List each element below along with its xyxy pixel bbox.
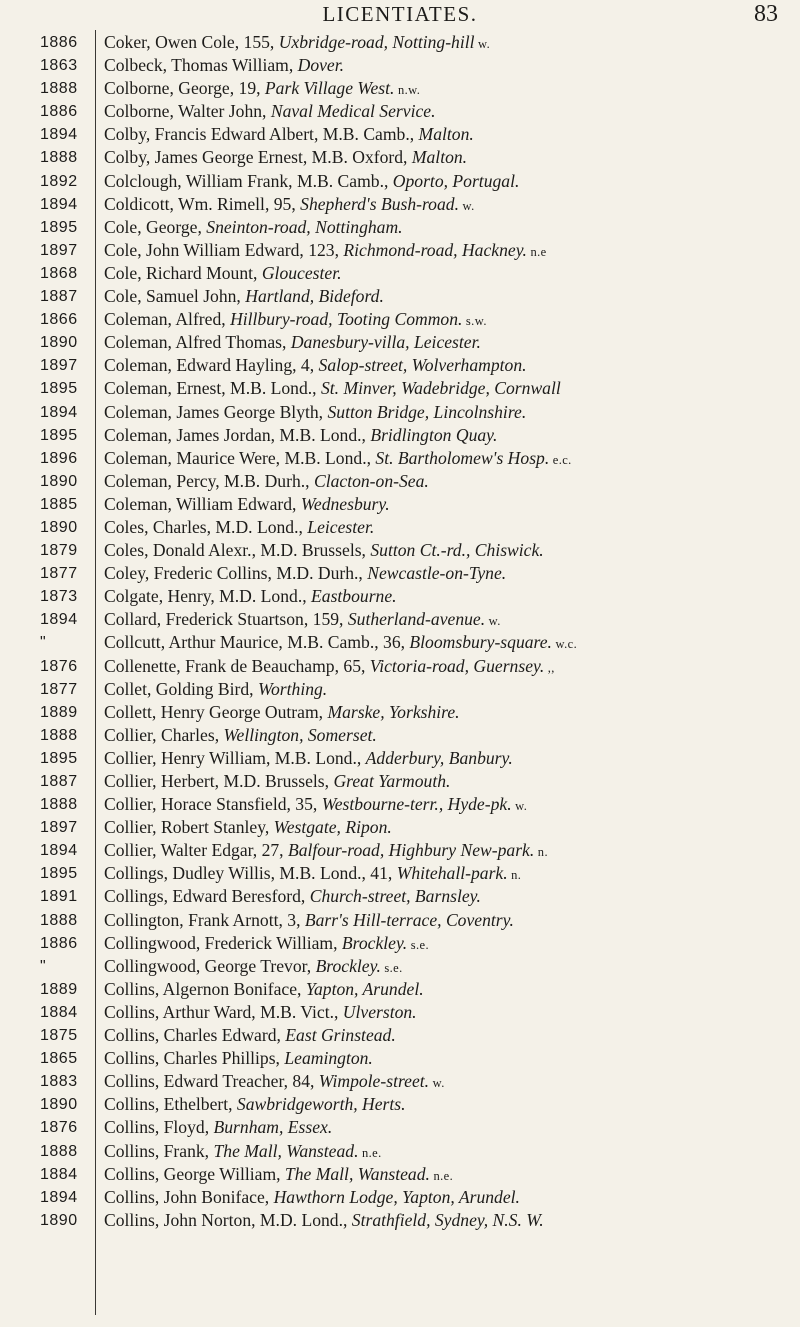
entry-place: Sneinton-road, Nottingham.: [206, 216, 403, 237]
entry-year: 1895: [40, 380, 78, 398]
entry-name: Coleman, Ernest, M.B. Lond.,: [104, 378, 321, 399]
entry-text: [104, 216, 794, 241]
entry-text: [104, 1001, 794, 1026]
list-item: [0, 655, 800, 678]
entry-year: 1890: [40, 334, 78, 352]
entry-text: [104, 539, 794, 564]
list-item: [0, 678, 800, 701]
entry-year: 1884: [40, 1165, 78, 1183]
entry-name: Collings, Edward Beresford,: [104, 886, 310, 907]
entry-year: 1895: [40, 218, 78, 236]
list-item: [0, 77, 800, 100]
entry-place: Bridlington Quay.: [370, 424, 498, 445]
entry-year: ": [40, 957, 47, 975]
entry-year: 1876: [40, 1119, 78, 1137]
list-item: [0, 493, 800, 516]
entry-name: Collins, Edward Treacher, 84,: [104, 1071, 319, 1092]
entry-place: Adderbury, Banbury.: [365, 747, 513, 768]
entry-district: w.: [458, 198, 475, 213]
entry-district: n.w.: [394, 83, 421, 98]
entry-place: Danesbury-villa, Leicester.: [290, 332, 481, 353]
list-item: [0, 770, 800, 793]
list-item: [0, 1209, 800, 1232]
entry-year: 1886: [40, 103, 78, 121]
list-item: [0, 909, 800, 932]
entry-year: 1877: [40, 565, 78, 583]
entry-name: Coleman, William Edward,: [104, 493, 301, 514]
entry-name: Coker, Owen Cole, 155,: [104, 32, 279, 52]
entry-text: [104, 100, 794, 125]
entry-name: Coley, Frederic Collins, M.D. Durh.,: [104, 563, 368, 584]
entry-place: Eastbourne.: [311, 586, 397, 607]
entry-text: [104, 493, 794, 518]
entry-text: [104, 193, 794, 218]
entry-text: [104, 978, 794, 1003]
entry-text: [104, 747, 794, 772]
entry-year: 1879: [40, 542, 78, 560]
list-item: [0, 608, 800, 631]
entry-year: 1888: [40, 149, 78, 167]
entry-district: w.: [511, 799, 528, 814]
entry-text: [104, 170, 794, 195]
entry-name: Collier, Charles,: [104, 724, 224, 745]
entry-text: [104, 839, 794, 864]
entry-year: 1876: [40, 657, 78, 675]
list-item: [0, 331, 800, 354]
entry-text: [104, 585, 794, 610]
entry-text: [104, 239, 794, 264]
entry-text: [104, 470, 794, 495]
entry-district: s.w.: [462, 314, 487, 329]
entry-text: [104, 655, 794, 680]
entry-name: Colborne, Walter John,: [104, 101, 271, 122]
entry-year: 1888: [40, 911, 78, 929]
list-item: [0, 1116, 800, 1139]
entry-text: [104, 424, 794, 449]
entry-text: [104, 816, 794, 841]
entry-text: [104, 932, 794, 957]
entry-year: 1894: [40, 195, 78, 213]
entry-year: 1890: [40, 472, 78, 490]
entry-year: 1887: [40, 773, 78, 790]
entry-district: w.: [429, 1076, 445, 1091]
entry-year: 1894: [40, 126, 78, 144]
entry-text: [104, 631, 794, 656]
entry-name: Collier, Walter Edgar, 27,: [104, 840, 288, 861]
entry-name: Collingwood, George Trevor,: [104, 955, 316, 976]
entry-place: Marske, Yorkshire.: [327, 701, 460, 722]
list-item: [0, 308, 800, 331]
entry-year: 1897: [40, 357, 78, 375]
entry-district: w.: [485, 614, 501, 629]
entry-text: [104, 608, 794, 633]
entry-year: 1873: [40, 588, 78, 606]
entry-place: Gloucester.: [261, 262, 342, 283]
entry-place: Malton.: [411, 147, 468, 168]
list-item: [0, 123, 800, 146]
entry-place: Burnham, Essex.: [213, 1117, 333, 1138]
entry-name: Coleman, James Jordan, M.B. Lond.,: [104, 424, 371, 445]
entry-name: Collard, Frederick Stuartson, 159,: [104, 609, 348, 630]
entry-district: s.e.: [407, 937, 430, 952]
entry-place: Balfour-road, Highbury New-park.: [287, 840, 535, 861]
entry-year: 1886: [40, 34, 78, 51]
entry-place: Strathfield, Sydney, N.S. W.: [351, 1209, 544, 1230]
entry-year: 1894: [40, 1188, 78, 1206]
entry-place: Westgate, Ripon.: [273, 817, 392, 838]
entry-name: Coleman, Alfred Thomas,: [104, 332, 291, 353]
entry-place: Victoria-road, Guernsey.: [369, 655, 545, 676]
list-item: [0, 100, 800, 123]
entry-year: 1888: [40, 726, 78, 744]
entry-name: Coleman, Maurice Were, M.B. Lond.,: [104, 447, 376, 468]
entry-text: [104, 77, 794, 102]
entry-name: Colby, James George Ernest, M.B. Oxford,: [104, 147, 412, 168]
list-item: [0, 262, 800, 285]
entry-year: 1895: [40, 426, 78, 444]
entry-year: 1890: [40, 518, 78, 536]
entry-name: Collington, Frank Arnott, 3,: [104, 909, 305, 930]
entry-name: Coleman, James George Blyth,: [104, 401, 328, 422]
entry-name: Collet, Golding Bird,: [104, 678, 258, 699]
entry-text: [104, 354, 794, 379]
list-item: [0, 631, 800, 654]
entry-year: 1887: [40, 288, 78, 306]
list-item: [0, 285, 800, 308]
list-item: [0, 747, 800, 770]
entry-place: Dover.: [297, 55, 345, 76]
list-item: [0, 401, 800, 424]
entry-text: [104, 562, 794, 587]
entry-place: Barr's Hill-terrace, Coventry.: [304, 909, 514, 930]
list-item: [0, 239, 800, 262]
list-item: [0, 885, 800, 908]
entry-place: Malton.: [418, 124, 474, 145]
entry-name: Collier, Herbert, M.D. Brussels,: [104, 771, 334, 791]
entry-text: [104, 262, 794, 287]
entry-name: Collingwood, Frederick William,: [104, 932, 342, 953]
entry-place: Hillbury-road, Tooting Common.: [230, 309, 463, 330]
entry-place: Sawbridgeworth, Herts.: [236, 1094, 406, 1115]
entry-name: Colbeck, Thomas William,: [104, 55, 298, 76]
entry-place: Salop-street, Wolverhampton.: [318, 355, 527, 376]
list-item: [0, 816, 800, 839]
entry-district: n.: [507, 868, 522, 883]
entry-year: 1894: [40, 842, 78, 860]
entry-place: Sutton Bridge, Lincolnshire.: [327, 401, 527, 422]
entry-place: Wednesbury.: [300, 493, 390, 514]
entry-name: Coleman, Edward Hayling, 4,: [104, 355, 319, 376]
entry-name: Collins, Frank,: [104, 1140, 214, 1161]
list-item: [0, 724, 800, 747]
list-item: [0, 470, 800, 493]
entry-place: Westbourne-terr., Hyde-pk.: [321, 794, 512, 815]
entry-place: Church-street, Barnsley.: [309, 886, 481, 907]
list-item: [0, 955, 800, 978]
entry-text: [104, 885, 794, 910]
entry-text: [104, 1209, 794, 1234]
entry-name: Coleman, Alfred,: [104, 309, 231, 330]
entry-text: [104, 54, 794, 79]
entry-year: 1875: [40, 1027, 78, 1045]
entry-name: Cole, Samuel John,: [104, 286, 246, 307]
entry-district: e.c.: [549, 452, 572, 467]
entry-place: The Mall, Wanstead.: [213, 1140, 359, 1161]
entry-name: Collcutt, Arthur Maurice, M.B. Camb., 36,: [104, 632, 410, 653]
entry-place: East Grinstead.: [285, 1025, 396, 1046]
entry-year: 1863: [40, 57, 78, 75]
entry-place: Wellington, Somerset.: [223, 724, 377, 745]
entry-name: Colborne, George, 19,: [104, 78, 265, 99]
entry-place: Brockley.: [341, 932, 408, 953]
entry-place: Hawthorn Lodge, Yapton, Arundel.: [273, 1186, 520, 1207]
entry-place: St. Bartholomew's Hosp.: [375, 447, 550, 468]
entry-name: Coleman, Percy, M.B. Durh.,: [104, 470, 314, 491]
entry-year: 1896: [40, 449, 78, 467]
entry-place: Clacton-on-Sea.: [313, 470, 429, 491]
entry-name: Collins, George William,: [104, 1163, 285, 1184]
entry-place: Newcastle-on-Tyne.: [367, 563, 507, 584]
entry-year: 1894: [40, 611, 78, 629]
entry-year: 1888: [40, 1142, 78, 1160]
entry-text: [104, 793, 794, 818]
entry-name: Cole, John William Edward, 123,: [104, 239, 344, 260]
entry-year: 1885: [40, 495, 78, 513]
entry-place: Sutherland-avenue.: [347, 609, 486, 630]
entry-text: [104, 1093, 794, 1118]
entry-place: Bloomsbury-square.: [409, 632, 552, 653]
entry-year: 1890: [40, 1211, 78, 1229]
entry-district: ,,: [544, 660, 555, 675]
entry-year: 1889: [40, 980, 78, 998]
entry-place: Hartland, Bideford.: [245, 286, 384, 307]
entry-place: Shepherd's Bush-road.: [300, 193, 459, 214]
entry-text: [104, 1024, 794, 1049]
list-item: [0, 1163, 800, 1186]
entry-year: 1895: [40, 865, 78, 883]
entry-text: [104, 1163, 794, 1188]
entry-name: Collins, Arthur Ward, M.B. Vict.,: [104, 1001, 343, 1022]
entry-name: Collett, Henry George Outram,: [104, 701, 328, 722]
entry-district: n.e: [526, 244, 547, 259]
entry-year: 1883: [40, 1073, 78, 1091]
entry-district: n.e.: [358, 1145, 382, 1160]
entry-year: 1888: [40, 796, 78, 814]
entry-text: [104, 285, 794, 310]
list-item: [0, 932, 800, 955]
list-item: [0, 146, 800, 169]
entry-place: Worthing.: [257, 678, 328, 699]
entry-year: 1895: [40, 749, 78, 767]
list-item: [0, 1070, 800, 1093]
entry-year: 1886: [40, 934, 78, 952]
entry-name: Coles, Donald Alexr., M.D. Brussels,: [104, 540, 371, 561]
entry-name: Coldicott, Wm. Rimell, 95,: [104, 193, 301, 214]
list-item: [0, 424, 800, 447]
entry-text: [104, 1047, 794, 1072]
entry-text: [104, 1070, 794, 1095]
list-item: [0, 1024, 800, 1047]
entry-year: 1866: [40, 311, 78, 329]
list-item: [0, 377, 800, 400]
entry-place: St. Minver, Wadebridge, Cornwall: [320, 378, 561, 399]
entry-place: Naval Medical Service.: [270, 101, 436, 122]
list-item: [0, 193, 800, 216]
entry-year: 1891: [40, 888, 78, 906]
entry-name: Collier, Robert Stanley,: [104, 817, 274, 838]
entry-year: ": [40, 634, 47, 652]
entry-place: Oporto, Portugal.: [392, 170, 520, 191]
entry-text: [104, 770, 794, 795]
entry-year: 1884: [40, 1003, 78, 1021]
entry-name: Collier, Horace Stansfield, 35,: [104, 794, 322, 815]
list-item: [0, 839, 800, 862]
entry-text: [104, 862, 794, 887]
entry-year: 1892: [40, 172, 78, 190]
entry-place: Uxbridge-road, Notting-hill: [278, 32, 475, 52]
entry-text: [104, 401, 794, 426]
entry-text: [104, 447, 794, 472]
entry-text: [104, 146, 794, 171]
entry-name: Collins, Charles Phillips,: [104, 1048, 285, 1069]
entry-text: [104, 308, 794, 333]
list-item: [0, 31, 800, 54]
entry-name: Colgate, Henry, M.D. Lond.,: [104, 586, 312, 607]
entry-name: Cole, George,: [104, 216, 207, 237]
entry-place: Sutton Ct.-rd., Chiswick.: [370, 540, 544, 561]
entry-name: Collings, Dudley Willis, M.B. Lond., 41,: [104, 863, 397, 884]
entry-name: Collins, Charles Edward,: [104, 1025, 286, 1046]
entry-text: [104, 377, 794, 402]
entry-name: Collenette, Frank de Beauchamp, 65,: [104, 655, 370, 676]
entry-place: Richmond-road, Hackney.: [343, 239, 527, 260]
list-item: [0, 1001, 800, 1024]
entry-name: Collins, Algernon Boniface,: [104, 978, 306, 999]
entry-year: 1897: [40, 819, 78, 837]
entry-name: Collins, John Norton, M.D. Lond.,: [104, 1209, 352, 1230]
entry-text: [104, 701, 794, 726]
entry-place: Wimpole-street.: [318, 1071, 430, 1092]
entry-name: Colby, Francis Edward Albert, M.B. Camb.,: [104, 124, 419, 145]
entry-place: Leicester.: [307, 516, 375, 537]
entry-place: Whitehall-park.: [396, 863, 508, 884]
entry-year: 1889: [40, 703, 78, 721]
entry-text: [104, 331, 794, 356]
list-item: [0, 216, 800, 239]
entry-text: [104, 678, 794, 703]
entry-year: 1865: [40, 1050, 78, 1068]
entry-place: Great Yarmouth.: [333, 771, 451, 791]
entry-district: n.e.: [429, 1168, 454, 1183]
entry-district: s.e.: [380, 960, 403, 975]
entry-year: 1868: [40, 264, 78, 282]
entry-year: 1894: [40, 403, 78, 421]
entry-year: 1897: [40, 241, 78, 259]
list-item: [0, 562, 800, 585]
list-item: [0, 539, 800, 562]
list-item: [0, 862, 800, 885]
entry-place: Ulverston.: [342, 1001, 417, 1022]
list-item: [0, 1093, 800, 1116]
running-title: LICENTIATES.: [322, 2, 478, 26]
entry-place: Yapton, Arundel.: [305, 978, 424, 999]
entry-text: [104, 516, 794, 541]
entry-name: Collins, Floyd,: [104, 1117, 214, 1138]
list-item: [0, 447, 800, 470]
entry-year: 1888: [40, 80, 78, 98]
entry-name: Colclough, William Frank, M.B. Camb.,: [104, 170, 393, 191]
list-item: [0, 585, 800, 608]
list-item: [0, 793, 800, 816]
entry-text: [104, 1186, 794, 1211]
licentiate-list: [0, 31, 800, 1232]
entry-text: [104, 909, 794, 934]
entry-name: Coles, Charles, M.D. Lond.,: [104, 516, 308, 537]
list-item: [0, 978, 800, 1001]
entry-district: n.: [534, 845, 548, 860]
entry-district: w.c.: [551, 637, 578, 652]
list-item: [0, 516, 800, 539]
list-item: [0, 1140, 800, 1163]
list-item: [0, 354, 800, 377]
entry-place: The Mall, Wanstead.: [284, 1163, 430, 1184]
list-item: [0, 1186, 800, 1209]
list-item: [0, 1047, 800, 1070]
list-item: [0, 701, 800, 724]
list-item: [0, 54, 800, 77]
entry-place: Park Village West.: [264, 78, 395, 99]
entry-name: Collins, John Boniface,: [104, 1186, 274, 1207]
entry-place: Brockley.: [315, 955, 381, 976]
entry-year: 1890: [40, 1096, 78, 1114]
entry-name: Collier, Henry William, M.B. Lond.,: [104, 747, 366, 768]
entry-text: [104, 31, 794, 56]
list-item: [0, 170, 800, 193]
entry-name: Cole, Richard Mount,: [104, 262, 262, 283]
entry-name: Collins, Ethelbert,: [104, 1094, 237, 1115]
entry-text: [104, 1140, 794, 1165]
page-number: 83: [754, 1, 778, 27]
entry-text: [104, 123, 794, 148]
entry-place: Leamington.: [284, 1048, 373, 1069]
entry-text: [104, 1116, 794, 1141]
entry-text: [104, 724, 794, 749]
entry-district: w.: [474, 37, 491, 51]
entry-year: 1877: [40, 680, 78, 698]
entry-text: [104, 955, 794, 980]
